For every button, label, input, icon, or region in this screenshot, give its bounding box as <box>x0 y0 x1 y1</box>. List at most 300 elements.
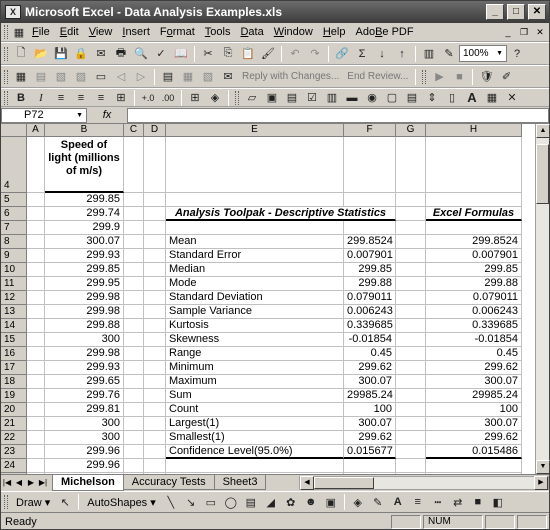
cut-icon[interactable]: ✂ <box>203 48 213 60</box>
close-button[interactable]: ✕ <box>528 4 546 20</box>
scroll-up-icon[interactable]: ▲ <box>536 124 550 138</box>
cell[interactable] <box>124 389 144 403</box>
column-header-d[interactable]: D <box>144 124 166 137</box>
listbox-icon[interactable]: ▥ <box>326 92 338 104</box>
cell-b19[interactable]: 299.76 <box>45 389 124 403</box>
stat-formula-value[interactable]: 299.62 <box>426 361 522 375</box>
excel-app-icon[interactable]: X <box>5 5 21 19</box>
bold-icon[interactable]: B <box>17 91 25 104</box>
combo-box-icon[interactable]: ▤ <box>406 92 418 104</box>
stat-formula-value[interactable]: 29985.24 <box>426 389 522 403</box>
stat-toolpak-value[interactable]: 299.8524 <box>344 235 396 249</box>
row-header-14[interactable]: 14 <box>1 319 27 333</box>
cell[interactable] <box>396 291 426 305</box>
prev-sheet-icon[interactable]: ◀ <box>15 478 23 487</box>
maximize-button[interactable]: □ <box>507 4 525 20</box>
protect-icon[interactable]: ▧ <box>202 71 214 83</box>
cell[interactable] <box>144 431 166 445</box>
sheet-tab-sheet3[interactable]: Sheet3 <box>214 475 267 490</box>
stat-label[interactable]: Confidence Level(95.0%) <box>166 445 344 459</box>
draw-menu-button[interactable]: Draw ▾ <box>16 496 51 509</box>
worksheet-grid[interactable] <box>1 124 535 474</box>
image-icon[interactable]: ▣ <box>266 92 278 104</box>
autosum-icon[interactable]: Σ <box>358 47 366 60</box>
cell[interactable] <box>27 221 45 235</box>
cell[interactable] <box>124 193 144 207</box>
rectangle-icon[interactable]: ▭ <box>205 496 216 509</box>
sheet-tab-accuracy-tests[interactable]: Accuracy Tests <box>123 475 215 490</box>
row-header-8[interactable]: 8 <box>1 235 27 249</box>
oval-icon[interactable]: ◯ <box>224 496 237 509</box>
cell[interactable] <box>166 221 344 235</box>
decrease-decimal-icon[interactable]: .00 <box>161 92 175 103</box>
menu-insert[interactable]: Insert <box>122 26 150 38</box>
next-comment-icon[interactable]: ▷ <box>136 71 146 83</box>
stat-formula-value[interactable]: 100 <box>426 403 522 417</box>
stat-toolpak-value[interactable]: 0.006243 <box>344 305 396 319</box>
cell[interactable] <box>396 375 426 389</box>
stat-formula-value[interactable]: 0.006243 <box>426 305 522 319</box>
cell-b13[interactable]: 299.98 <box>45 305 124 319</box>
stat-formula-value[interactable]: 299.88 <box>426 277 522 291</box>
toolpak-title[interactable]: Analysis Toolpak - Descriptive Statistics <box>166 207 396 221</box>
cell[interactable] <box>27 305 45 319</box>
row-header-18[interactable]: 18 <box>1 375 27 389</box>
3d-icon[interactable]: ◧ <box>492 496 503 509</box>
stat-toolpak-value[interactable]: 300.07 <box>344 417 396 431</box>
cell[interactable] <box>144 459 166 473</box>
menu-adobe-pdf[interactable]: AdoBe PDF <box>355 26 414 38</box>
cell[interactable] <box>27 431 45 445</box>
cell[interactable] <box>124 235 144 249</box>
wordart-icon[interactable]: ◢ <box>266 496 275 509</box>
stat-toolpak-value[interactable]: 100 <box>344 403 396 417</box>
cell[interactable] <box>144 291 166 305</box>
stat-toolpak-value[interactable]: 0.339685 <box>344 319 396 333</box>
borders-icon[interactable]: ⊞ <box>190 92 200 104</box>
cell[interactable] <box>144 417 166 431</box>
cell[interactable] <box>426 137 522 193</box>
cell-b16[interactable]: 299.98 <box>45 347 124 361</box>
cell[interactable] <box>396 417 426 431</box>
cell-b20[interactable]: 299.81 <box>45 403 124 417</box>
row-header-5[interactable]: 5 <box>1 193 27 207</box>
menu-tools[interactable]: Tools <box>204 26 231 38</box>
increase-decimal-icon[interactable]: +.0 <box>141 92 155 103</box>
cell[interactable] <box>396 403 426 417</box>
copy-icon[interactable]: ⎘ <box>223 47 233 59</box>
cell[interactable] <box>27 235 45 249</box>
stat-formula-value[interactable]: 0.079011 <box>426 291 522 305</box>
title-bar[interactable] <box>1 1 549 23</box>
row-header-10[interactable]: 10 <box>1 263 27 277</box>
sort-descending-icon[interactable]: ↑ <box>399 47 405 60</box>
cell[interactable] <box>344 137 396 193</box>
print-preview-icon[interactable]: 🔍 <box>134 48 148 60</box>
cell[interactable] <box>124 263 144 277</box>
track-icon[interactable]: ▤ <box>35 71 47 83</box>
cell[interactable] <box>166 137 344 193</box>
stat-formula-value[interactable]: 0.007901 <box>426 249 522 263</box>
stat-toolpak-value[interactable]: 0.015677 <box>344 445 396 459</box>
cell-b4-header[interactable]: Speed of light (millions of m/s) <box>45 137 124 193</box>
cell[interactable] <box>144 333 166 347</box>
row-header-6[interactable]: 6 <box>1 207 27 221</box>
clipart-icon[interactable]: ☻ <box>304 496 317 508</box>
align-right-icon[interactable]: ≡ <box>97 91 105 104</box>
paste-icon[interactable]: 📋 <box>241 48 255 60</box>
cell[interactable] <box>27 417 45 431</box>
cell[interactable] <box>124 249 144 263</box>
stat-formula-value[interactable]: 0.45 <box>426 347 522 361</box>
cell[interactable] <box>144 375 166 389</box>
stop-icon[interactable]: ■ <box>456 70 463 83</box>
select-all-corner[interactable] <box>1 124 27 137</box>
stat-toolpak-value[interactable]: 0.079011 <box>344 291 396 305</box>
drawing-icon[interactable]: ✎ <box>444 48 454 60</box>
open-icon[interactable]: 📂 <box>34 48 48 60</box>
stat-label[interactable]: Kurtosis <box>166 319 344 333</box>
research-icon[interactable]: 📖 <box>174 48 188 60</box>
stat-toolpak-value[interactable]: 0.45 <box>344 347 396 361</box>
cell-b9[interactable]: 299.93 <box>45 249 124 263</box>
textbox-icon[interactable]: ▬ <box>346 91 358 104</box>
stat-label[interactable]: Smallest(1) <box>166 431 344 445</box>
cell-b5[interactable]: 299.85 <box>45 193 124 207</box>
note-icon[interactable]: ▨ <box>75 71 87 83</box>
security-icon[interactable]: 🛡 <box>479 71 494 83</box>
stat-toolpak-value[interactable]: 299.85 <box>344 263 396 277</box>
row-header-19[interactable]: 19 <box>1 389 27 403</box>
checkbox-icon[interactable]: ☑ <box>307 92 317 104</box>
cell[interactable] <box>144 235 166 249</box>
cell-b10[interactable]: 299.85 <box>45 263 124 277</box>
cell-b17[interactable]: 299.93 <box>45 361 124 375</box>
cell[interactable] <box>144 221 166 235</box>
reply-with-changes-button[interactable]: Reply with Changes... <box>242 71 340 82</box>
stat-formula-value[interactable]: 299.85 <box>426 263 522 277</box>
reviewing-icon[interactable]: ▤ <box>162 71 174 83</box>
column-header-h[interactable]: H <box>426 124 522 137</box>
row-header-9[interactable]: 9 <box>1 249 27 263</box>
cell[interactable] <box>396 445 426 459</box>
column-header-g[interactable]: G <box>396 124 426 137</box>
label-icon[interactable]: ▤ <box>286 92 298 104</box>
stat-label[interactable]: Count <box>166 403 344 417</box>
cell[interactable] <box>27 263 45 277</box>
fill-color-icon[interactable]: ◈ <box>210 92 220 104</box>
stat-formula-value[interactable]: 300.07 <box>426 375 522 389</box>
stat-label[interactable]: Largest(1) <box>166 417 344 431</box>
text-icon[interactable]: A <box>467 90 477 105</box>
design-mode-icon[interactable]: ✐ <box>501 71 512 83</box>
group-box-icon[interactable]: ▢ <box>386 92 398 104</box>
tools-icon[interactable]: ✕ <box>507 92 517 104</box>
row-header-7[interactable]: 7 <box>1 221 27 235</box>
cell[interactable] <box>166 193 344 207</box>
cell[interactable] <box>396 193 426 207</box>
cell[interactable] <box>144 445 166 459</box>
row-header-15[interactable]: 15 <box>1 333 27 347</box>
cell[interactable] <box>344 193 396 207</box>
name-box[interactable] <box>1 108 87 123</box>
insert-function-icon[interactable]: fx <box>102 109 112 121</box>
cell-b23[interactable]: 299.96 <box>45 445 124 459</box>
chart-wizard-icon[interactable]: ▥ <box>423 48 435 60</box>
sort-ascending-icon[interactable]: ↓ <box>379 47 385 60</box>
stat-label[interactable]: Maximum <box>166 375 344 389</box>
stat-label[interactable]: Sample Variance <box>166 305 344 319</box>
row-header-17[interactable]: 17 <box>1 361 27 375</box>
prev-comment-icon[interactable]: ◁ <box>116 71 126 83</box>
spinner-icon[interactable]: ⇕ <box>427 92 437 104</box>
cell[interactable] <box>144 305 166 319</box>
cell[interactable] <box>144 193 166 207</box>
zoom-dropdown[interactable] <box>459 45 507 62</box>
cell[interactable] <box>27 333 45 347</box>
cell[interactable] <box>396 333 426 347</box>
picture-icon[interactable]: ▣ <box>325 496 336 509</box>
cell[interactable] <box>396 207 426 221</box>
doc-restore-button[interactable]: ❐ <box>519 26 529 37</box>
cell-b8[interactable]: 300.07 <box>45 235 124 249</box>
cell[interactable] <box>27 277 45 291</box>
cell[interactable] <box>124 333 144 347</box>
properties-icon[interactable]: ▦ <box>486 92 498 104</box>
row-header-16[interactable]: 16 <box>1 347 27 361</box>
email-icon[interactable]: ✉ <box>96 48 106 60</box>
undo-icon[interactable]: ↶ <box>290 48 300 60</box>
cell[interactable] <box>144 277 166 291</box>
cell[interactable] <box>344 221 396 235</box>
vertical-scroll-thumb[interactable] <box>536 144 549 204</box>
horizontal-scrollbar[interactable] <box>299 476 549 490</box>
cell[interactable] <box>27 291 45 305</box>
stat-toolpak-value[interactable]: -0.01854 <box>344 333 396 347</box>
cell[interactable] <box>124 361 144 375</box>
formulas-title[interactable]: Excel Formulas <box>426 207 522 221</box>
scroll-left-icon[interactable]: ◀ <box>300 476 314 490</box>
column-header-b[interactable]: B <box>45 124 124 137</box>
stat-formula-value[interactable]: 299.62 <box>426 431 522 445</box>
italic-icon[interactable]: I <box>39 91 43 104</box>
cell[interactable] <box>144 263 166 277</box>
cell[interactable] <box>124 347 144 361</box>
autoshapes-menu-button[interactable]: AutoShapes ▾ <box>87 496 156 509</box>
cell[interactable] <box>144 249 166 263</box>
minimize-button[interactable]: _ <box>486 4 504 20</box>
shadow-icon[interactable]: ■ <box>474 496 482 508</box>
row-header-24[interactable]: 24 <box>1 459 27 473</box>
cell[interactable] <box>166 459 344 473</box>
first-sheet-icon[interactable]: |◀ <box>2 478 12 487</box>
cell[interactable] <box>396 263 426 277</box>
menu-grip[interactable] <box>4 25 8 39</box>
chart-icon[interactable]: ▱ <box>247 92 257 104</box>
column-header-c[interactable]: C <box>124 124 144 137</box>
cell-b21[interactable]: 300 <box>45 417 124 431</box>
cell[interactable] <box>124 319 144 333</box>
cell[interactable] <box>27 389 45 403</box>
stat-label[interactable]: Minimum <box>166 361 344 375</box>
cell-b18[interactable]: 299.65 <box>45 375 124 389</box>
cell[interactable] <box>396 361 426 375</box>
cell[interactable] <box>144 361 166 375</box>
cell[interactable] <box>27 375 45 389</box>
vertical-scrollbar[interactable] <box>535 124 549 474</box>
scrollbar-icon[interactable]: ▯ <box>448 92 456 104</box>
redo-icon[interactable]: ↷ <box>310 48 320 60</box>
cell[interactable] <box>124 137 144 193</box>
row-header-20[interactable]: 20 <box>1 403 27 417</box>
column-header-f[interactable]: F <box>344 124 396 137</box>
font-color-icon[interactable]: A <box>393 496 402 508</box>
menu-help[interactable]: Help <box>322 26 346 38</box>
format-painter-icon[interactable]: 🖌 <box>261 48 275 60</box>
cell[interactable] <box>396 459 426 473</box>
cell[interactable] <box>396 305 426 319</box>
cell[interactable] <box>27 347 45 361</box>
doc-minimize-button[interactable]: _ <box>505 26 511 37</box>
row-header-4[interactable]: 4 <box>1 137 27 193</box>
cell[interactable] <box>396 319 426 333</box>
scroll-right-icon[interactable]: ▶ <box>534 476 548 490</box>
stat-toolpak-value[interactable]: 299.88 <box>344 277 396 291</box>
send-icon[interactable]: ✉ <box>223 71 233 83</box>
cell[interactable] <box>27 319 45 333</box>
cell[interactable] <box>124 403 144 417</box>
last-sheet-icon[interactable]: ▶| <box>38 478 48 487</box>
show-icon[interactable]: ▧ <box>55 71 67 83</box>
row-header-13[interactable]: 13 <box>1 305 27 319</box>
cell[interactable] <box>124 431 144 445</box>
cell[interactable] <box>124 221 144 235</box>
stat-toolpak-value[interactable]: 299.62 <box>344 431 396 445</box>
align-center-icon[interactable]: ≡ <box>77 91 85 104</box>
stat-label[interactable]: Range <box>166 347 344 361</box>
stat-formula-value[interactable]: 0.339685 <box>426 319 522 333</box>
cell[interactable] <box>27 361 45 375</box>
stat-label[interactable]: Standard Deviation <box>166 291 344 305</box>
cell[interactable] <box>144 347 166 361</box>
cell[interactable] <box>396 137 426 193</box>
stat-label[interactable]: Skewness <box>166 333 344 347</box>
help-icon[interactable]: ? <box>513 47 521 60</box>
cell[interactable] <box>124 417 144 431</box>
cell[interactable] <box>396 235 426 249</box>
cell[interactable] <box>426 459 522 473</box>
cell[interactable] <box>396 431 426 445</box>
menu-view[interactable]: View <box>88 26 113 38</box>
stat-toolpak-value[interactable]: 29985.24 <box>344 389 396 403</box>
cell[interactable] <box>27 459 45 473</box>
cell[interactable] <box>144 389 166 403</box>
save-icon[interactable]: 💾 <box>54 48 68 60</box>
stat-formula-value[interactable]: 0.015486 <box>426 445 522 459</box>
menu-edit[interactable]: Edit <box>59 26 79 38</box>
cell-b15[interactable]: 300 <box>45 333 124 347</box>
formula-input[interactable] <box>127 108 549 123</box>
doc-close-button[interactable]: ✕ <box>536 26 544 37</box>
permission-icon[interactable]: 🔒 <box>74 48 88 60</box>
cell[interactable] <box>27 445 45 459</box>
stat-toolpak-value[interactable]: 0.007901 <box>344 249 396 263</box>
column-header-a[interactable]: A <box>27 124 45 137</box>
cell[interactable] <box>27 249 45 263</box>
arrow-icon[interactable]: ↘ <box>186 496 196 509</box>
line-color-icon[interactable]: ✎ <box>373 496 383 509</box>
diagram-icon[interactable]: ✿ <box>286 496 296 509</box>
stat-formula-value[interactable]: 299.8524 <box>426 235 522 249</box>
workbook-icon[interactable]: ▦ <box>13 26 25 39</box>
cell-b12[interactable]: 299.98 <box>45 291 124 305</box>
stat-formula-value[interactable]: 300.07 <box>426 417 522 431</box>
cell[interactable] <box>426 193 522 207</box>
option-button-icon[interactable]: ◉ <box>367 92 377 104</box>
cell-b14[interactable]: 299.88 <box>45 319 124 333</box>
menu-window[interactable]: Window <box>273 26 313 38</box>
scroll-down-icon[interactable]: ▼ <box>536 460 550 474</box>
cell[interactable] <box>27 403 45 417</box>
stat-label[interactable]: Median <box>166 263 344 277</box>
row-header-12[interactable]: 12 <box>1 291 27 305</box>
table-icon[interactable]: ▦ <box>15 71 27 83</box>
row-header-22[interactable]: 22 <box>1 431 27 445</box>
arrow-style-icon[interactable]: ⇄ <box>453 496 463 509</box>
fill-bucket-icon[interactable]: ◈ <box>353 496 362 509</box>
column-header-e[interactable]: E <box>166 124 344 137</box>
stat-label[interactable]: Standard Error <box>166 249 344 263</box>
cell[interactable] <box>27 137 45 193</box>
row-header-21[interactable]: 21 <box>1 417 27 431</box>
cell[interactable] <box>124 305 144 319</box>
cell[interactable] <box>344 459 396 473</box>
spelling-icon[interactable]: ✓ <box>156 48 166 60</box>
cell[interactable] <box>124 459 144 473</box>
row-header-23[interactable]: 23 <box>1 445 27 459</box>
menu-file[interactable]: File <box>32 26 50 38</box>
align-left-icon[interactable]: ≡ <box>57 91 65 104</box>
stat-label[interactable]: Mean <box>166 235 344 249</box>
cell[interactable] <box>396 389 426 403</box>
cell[interactable] <box>426 221 522 235</box>
stat-label[interactable]: Mode <box>166 277 344 291</box>
menu-format[interactable]: Format <box>159 26 195 38</box>
stat-formula-value[interactable]: -0.01854 <box>426 333 522 347</box>
cell[interactable] <box>124 207 144 221</box>
line-icon[interactable]: ╲ <box>167 496 175 509</box>
new-icon[interactable]: 🗋 <box>16 47 26 59</box>
dash-style-icon[interactable]: ┅ <box>434 496 442 509</box>
cell[interactable] <box>27 193 45 207</box>
cell-b6[interactable]: 299.74 <box>45 207 124 221</box>
cell[interactable] <box>124 375 144 389</box>
horizontal-scroll-thumb[interactable] <box>314 477 374 489</box>
cell-b22[interactable]: 300 <box>45 431 124 445</box>
cell-b24[interactable]: 299.96 <box>45 459 124 473</box>
end-review-button[interactable]: End Review... <box>347 71 409 82</box>
stat-label[interactable]: Sum <box>166 389 344 403</box>
cell[interactable] <box>144 207 166 221</box>
cell[interactable] <box>396 221 426 235</box>
cell-b7[interactable]: 299.9 <box>45 221 124 235</box>
cell[interactable] <box>124 291 144 305</box>
print-icon[interactable]: 🖶 <box>115 47 127 59</box>
row-header-11[interactable]: 11 <box>1 277 27 291</box>
cell[interactable] <box>396 347 426 361</box>
cell[interactable] <box>144 319 166 333</box>
comment-icon[interactable]: ▭ <box>95 71 107 83</box>
